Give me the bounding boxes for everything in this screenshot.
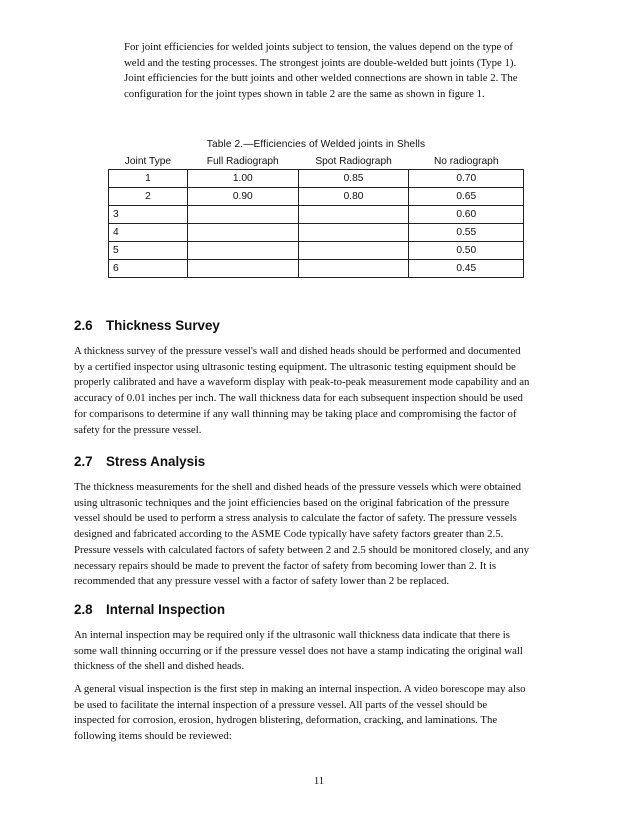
text-line: using ultrasonic techniques and the joint efficiencies based on the original fabrication of the pressure	[74, 496, 510, 509]
table-row	[109, 206, 524, 224]
table-cell: 2	[109, 188, 188, 206]
text-line: designed and fabricated according to the ASME Code typically have safety factors greater than 2.5.	[74, 528, 504, 541]
header-full-radiograph: Full Radiograph	[187, 153, 298, 170]
section-title: Internal Inspection	[106, 602, 226, 617]
table-cell: 0.85	[298, 170, 409, 188]
text-line: configuration for the joint types shown in table 2 are the same as shown in figure 1.	[124, 88, 485, 101]
section-number: 2.7	[74, 454, 93, 469]
table-row	[109, 170, 524, 188]
table-cell	[298, 242, 409, 260]
paragraph-internal-inspection-1	[74, 628, 568, 675]
text-line: inspected for corrosion, erosion, hydrogen blistering, deformation, cracking, and laminations. The	[74, 714, 498, 727]
efficiency-table	[108, 153, 524, 278]
text-line: A general visual inspection is the first step in making an internal inspection. A video borescope may also	[74, 683, 526, 695]
text-line: The thickness measurements for the shell and dished heads of the pressure vessels which were obtained	[74, 481, 522, 493]
table-cell: 1	[109, 170, 188, 188]
text-line: Joint efficiencies for the butt joints and other welded connections are shown in table 2. The	[124, 72, 518, 85]
section-heading-thickness-survey	[74, 318, 220, 333]
table-header-row	[109, 153, 524, 170]
text-line: properly calibrated and have a waveform display with peak-to-peak measurement mode capability and an	[74, 376, 530, 389]
section-heading-stress-analysis	[74, 454, 205, 469]
table-cell	[187, 260, 298, 278]
table-cell: 0.45	[409, 260, 524, 278]
table-row	[109, 188, 524, 206]
text-line: weld and the testing processes. The strongest joints are double-welded butt joints (Type 1).	[124, 56, 517, 69]
table-row	[109, 242, 524, 260]
table-cell: 0.70	[409, 170, 524, 188]
table-row	[109, 260, 524, 278]
text-line: safety for the pressure vessel.	[74, 423, 202, 436]
intro-paragraph	[124, 40, 564, 103]
text-line: recommended that any pressure vessel with a factor of safety lower than 2 be replaced.	[74, 575, 450, 588]
text-line: For joint efficiencies for welded joints subject to tension, the values depend on the type of	[124, 41, 513, 53]
header-joint-type: Joint Type	[109, 153, 188, 170]
text-line: some wall thinning occurring or if the pressure vessel does not have a stamp indicating the original wall	[74, 644, 523, 657]
table-cell: 0.90	[187, 188, 298, 206]
text-line: by a certified inspector using ultrasonic testing equipment. The ultrasonic testing equipment should be	[74, 360, 516, 373]
table-cell: 4	[109, 224, 188, 242]
table-cell	[298, 206, 409, 224]
table-row	[109, 224, 524, 242]
text-line: for comparisons to determine if any wall thinning may be taking place and compromising the factor of	[74, 407, 517, 420]
table-cell: 0.55	[409, 224, 524, 242]
table-caption: Table 2.—Efficiencies of Welded joints in Shells	[206, 139, 426, 150]
section-number: 2.6	[74, 318, 93, 333]
header-spot-radiograph: Spot Radiograph	[298, 153, 409, 170]
table-cell	[298, 260, 409, 278]
paragraph-internal-inspection-2	[74, 682, 568, 745]
table-cell: 0.80	[298, 188, 409, 206]
table-cell: 6	[109, 260, 188, 278]
section-heading-internal-inspection	[74, 602, 225, 617]
text-line: accuracy of 0.01 inches per inch. The wall thickness data for each subsequent inspection should be used	[74, 392, 523, 405]
table-cell: 1.00	[187, 170, 298, 188]
text-line: necessary repairs should be made to prevent the factor of safety from becoming lower than 2. It is	[74, 559, 497, 572]
text-line: be used to facilitate the internal inspection of a pressure vessel. All parts of the vessel should be	[74, 698, 488, 711]
section-title: Stress Analysis	[106, 454, 206, 469]
text-line: An internal inspection may be required only if the ultrasonic wall thickness data indicate that there is	[74, 629, 510, 641]
section-number: 2.8	[74, 602, 93, 617]
table-cell: 0.65	[409, 188, 524, 206]
text-line: Pressure vessels with calculated factors of safety between 2 and 2.5 should be monitored closely, and any	[74, 543, 530, 556]
table-cell	[187, 224, 298, 242]
section-title: Thickness Survey	[106, 318, 220, 333]
text-line: thickness of the shell and dished heads.	[74, 660, 245, 673]
table-cell: 0.50	[409, 242, 524, 260]
table-cell: 5	[109, 242, 188, 260]
paragraph-stress-analysis	[74, 480, 568, 590]
header-no-radiograph: No radiograph	[409, 153, 524, 170]
table-cell: 3	[109, 206, 188, 224]
paragraph-thickness-survey	[74, 344, 568, 438]
table-cell	[298, 224, 409, 242]
text-line: vessel should be used to perform a stress analysis to calculate the factor of safety. The pressure vessels	[74, 512, 517, 525]
text-line: A thickness survey of the pressure vessel's wall and dished heads should be performed and documented	[74, 345, 521, 357]
text-line: following items should be reviewed:	[74, 730, 232, 743]
table-cell: 0.60	[409, 206, 524, 224]
page-number: 11	[313, 776, 325, 787]
table-cell	[187, 242, 298, 260]
table-cell	[187, 206, 298, 224]
